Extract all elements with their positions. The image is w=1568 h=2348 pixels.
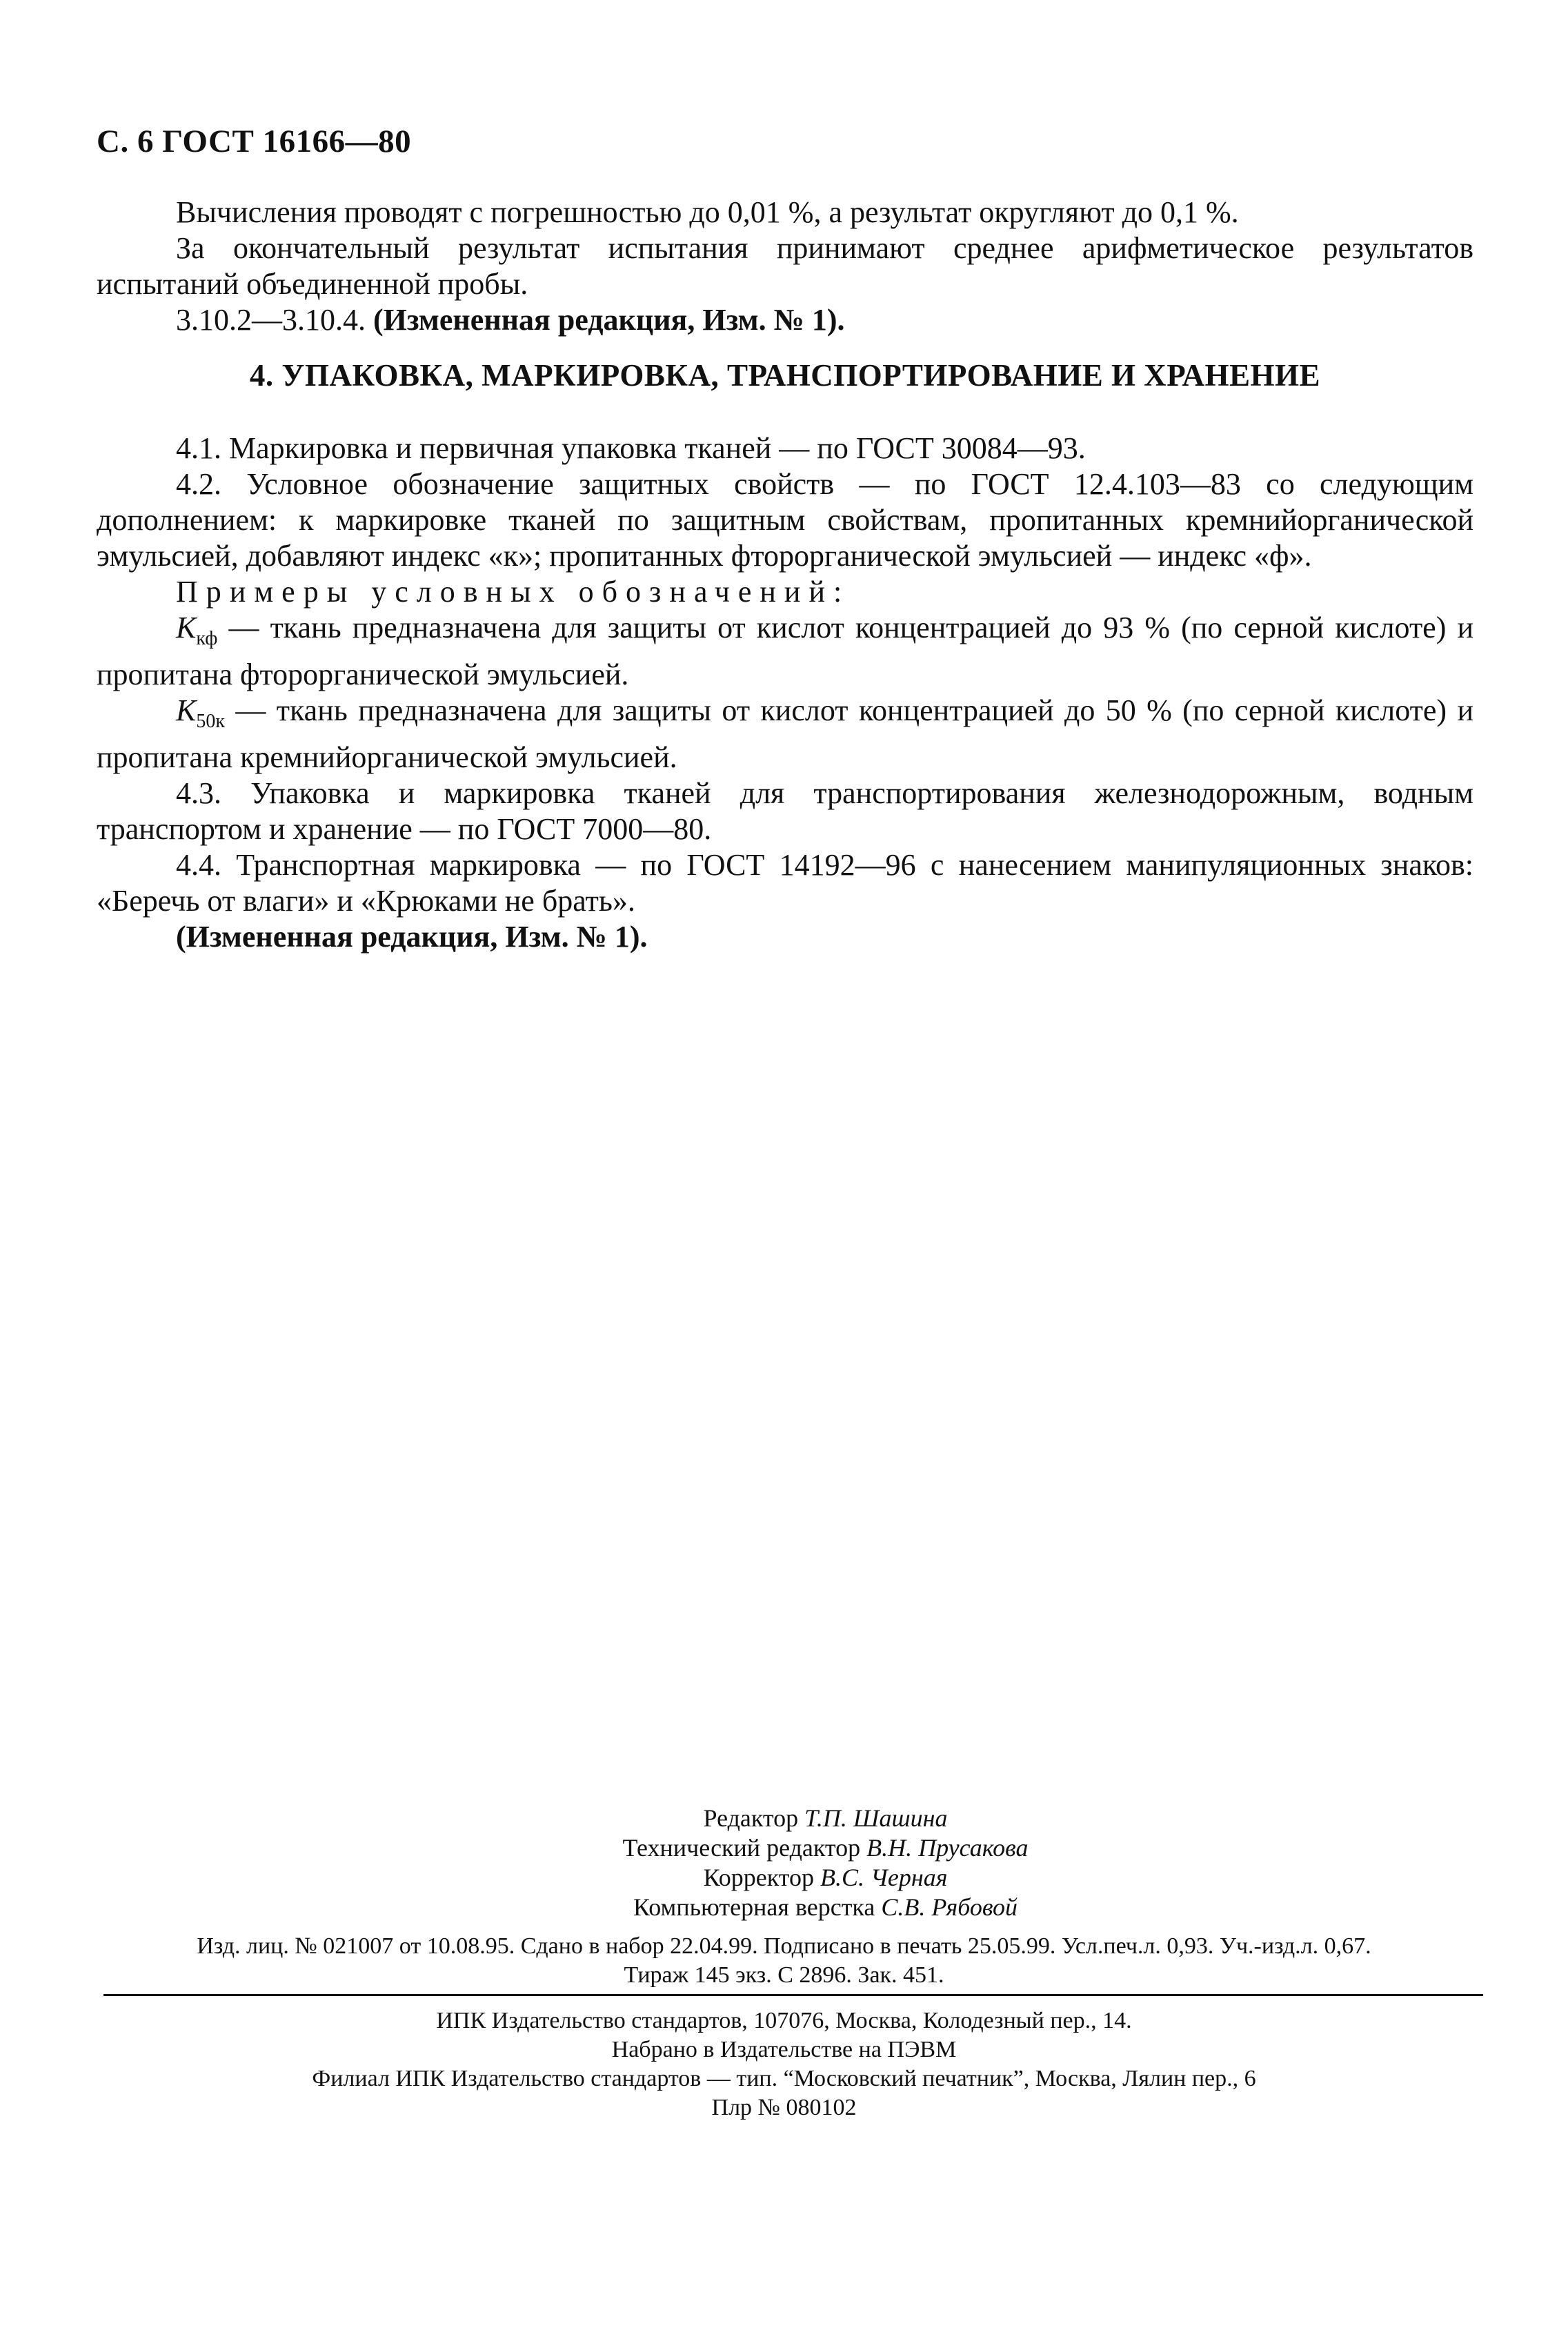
credit-label: Редактор [703, 1804, 805, 1832]
credit-name: Т.П. Шашина [804, 1804, 948, 1832]
credit-name: С.В. Рябовой [881, 1893, 1018, 1921]
paragraph-4-3: 4.3. Упаковка и маркировка тканей для транспортирования железнодорожным, водным транспортом и хранение — по ГОСТ 7000—80. [97, 776, 1473, 846]
example-kf [97, 610, 1473, 693]
amendment-note: (Измененная редакция, Изм. № 1). [373, 303, 845, 337]
designation-subscript: кф [196, 628, 218, 649]
example-k50k [97, 693, 1473, 776]
imprint-line-3: Филиал ИПК Издательство стандартов — тип. “Московский печатник”, Москва, Лялин пер., 6 [312, 2066, 1256, 2091]
imprint-line-4: Плр № 080102 [711, 2095, 857, 2120]
credit-name: В.Н. Прусакова [866, 1834, 1029, 1862]
examples-heading: Примеры условных обозначений: [176, 575, 851, 609]
page-header: С. 6 ГОСТ 16166—80 [97, 124, 412, 159]
divider-rule [103, 1994, 1483, 1996]
paragraph-4-1: 4.1. Маркировка и первичная упаковка тканей — по ГОСТ 30084—93. [176, 431, 1086, 465]
designation-symbol: K [176, 693, 197, 727]
intro-block [97, 195, 1473, 338]
credit-label: Технический редактор [622, 1834, 867, 1862]
credit-name: В.С. Черная [820, 1864, 948, 1891]
credit-label: Компьютерная верстка [633, 1893, 882, 1921]
credit-editor [41, 1804, 1568, 1833]
example-kf-text: — ткань предназначена для защиты от кислот концентрацией до 93 % (по серной кислоте) и пропитана фторорганической эмульсией. [97, 611, 1473, 691]
paragraph-4-4: 4.4. Транспортная маркировка — по ГОСТ 14192—96 с нанесением манипуляционных знаков: «Беречь от влаги» и «Крюками не брать». [97, 848, 1473, 918]
amendment-clause-range: 3.10.2—3.10.4. [176, 303, 373, 337]
credit-label: Корректор [703, 1864, 821, 1891]
paragraph-amendment-ref [97, 302, 1473, 338]
credit-layout [41, 1893, 1568, 1922]
printer-imprint [0, 2006, 1568, 2122]
imprint-line-1: ИПК Издательство стандартов, 107076, Москва, Колодезный пер., 14. [436, 2008, 1132, 2033]
imprint-line-2: Набрано в Издательстве на ПЭВМ [611, 2037, 957, 2062]
designation-subscript: 50к [196, 711, 225, 732]
paragraph-calculation-precision: Вычисления проводят с погрешностью до 0,01 %, а результат округляют до 0,1 %. [176, 195, 1239, 229]
publication-info-line-1: Изд. лиц. № 021007 от 10.08.95. Сдано в набор 22.04.99. Подписано в печать 25.05.99. Усл.печ.л. 0,93. Уч.-изд.л. 0,67. [197, 1933, 1371, 1959]
paragraph-4-2: 4.2. Условное обозначение защитных свойств — по ГОСТ 12.4.103—83 со следующим дополнением: к маркировке тканей по защитным свойствам, пропитанных кремнийорганической эмульсией, добавляют индекс «к»; пропитанных фторорганической эмульсией — индекс «ф». [97, 467, 1473, 573]
amendment-note-section-4: (Измененная редакция, Изм. № 1). [176, 920, 648, 954]
credit-tech-editor [41, 1833, 1568, 1863]
designation-symbol: K [176, 611, 197, 644]
section-4-title: 4. УПАКОВКА, МАРКИРОВКА, ТРАНСПОРТИРОВАНИЕ И ХРАНЕНИЕ [249, 358, 1321, 393]
example-k50k-text: — ткань предназначена для защиты от кислот концентрацией до 50 % (по серной кислоте) и пропитана кремнийорганической эмульсией. [97, 693, 1473, 774]
publication-info-line-2: Тираж 145 экз. С 2896. Зак. 451. [624, 1962, 944, 1988]
paragraph-final-result: За окончательный результат испытания принимают среднее арифметическое результатов испытаний объединенной пробы. [97, 231, 1473, 301]
publication-info [0, 1932, 1568, 1990]
editorial-credits [0, 1804, 1568, 1922]
section-4-body [97, 431, 1473, 955]
credit-proofreader [41, 1863, 1568, 1893]
